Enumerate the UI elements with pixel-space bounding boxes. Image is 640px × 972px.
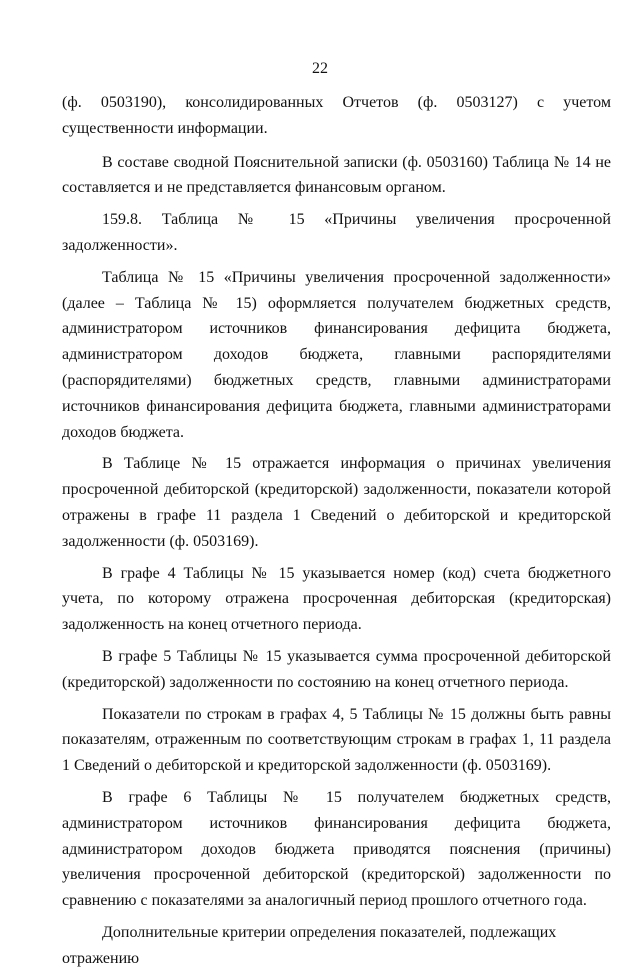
paragraph: Показатели по строкам в графах 4, 5 Таблицы № 15 должны быть равны показателям, отраженным по соответствующим строкам в графах 1, 11 раздела 1 Сведений о дебиторской и кредиторской задолженности (ф. 0503169).: [62, 705, 611, 775]
paragraph: В графе 4 Таблицы № 15 указывается номер (код) счета бюджетного учета, по которому отражена просроченная дебиторская (кредиторская) задолженность на конец отчетного периода.: [62, 564, 611, 634]
paragraph: В графе 5 Таблицы № 15 указывается сумма просроченной дебиторской (кредиторской) задолженности по состоянию на конец отчетного периода.: [62, 647, 611, 691]
paragraph-continuation: (ф. 0503190), консолидированных Отчетов (ф. 0503127) с учетом существенности информации.: [62, 94, 611, 137]
paragraph: В составе сводной Пояснительной записки (ф. 0503160) Таблица № 14 не составляется и не представляется финансовым органом.: [62, 153, 611, 197]
paragraph: Дополнительные критерии определения показателей, подлежащих отражению: [62, 923, 557, 967]
document-body: [62, 90, 611, 972]
page-number: 22: [312, 60, 328, 77]
paragraph: Таблица № 15 «Причины увеличения просроченной задолженности» (далее – Таблица № 15) оформляется получателем бюджетных средств, администратором источников финансирования дефицита бюджета, администратором доходов бюджета, главными распорядителями (распорядителями) бюджетных средств, главными администраторами источников финансирования дефицита бюджета, главными администраторами доходов бюджета.: [62, 268, 611, 441]
paragraph-heading: 159.8. Таблица № 15 «Причины увеличения просроченной задолженности».: [62, 211, 611, 254]
paragraph: В Таблице № 15 отражается информация о причинах увеличения просроченной дебиторской (кредиторской) задолженности, показатели которой отражены в графе 11 раздела 1 Сведений о дебиторской и кредиторской задолженности (ф. 0503169).: [62, 455, 611, 550]
paragraph: В графе 6 Таблицы № 15 получателем бюджетных средств, администратором источников финансирования дефицита бюджета, администратором доходов бюджета приводятся пояснения (причины) увеличения просроченной дебиторской (кредиторской) задолженности по сравнению с показателями за аналогичный период прошлого отчетного года.: [62, 788, 611, 910]
